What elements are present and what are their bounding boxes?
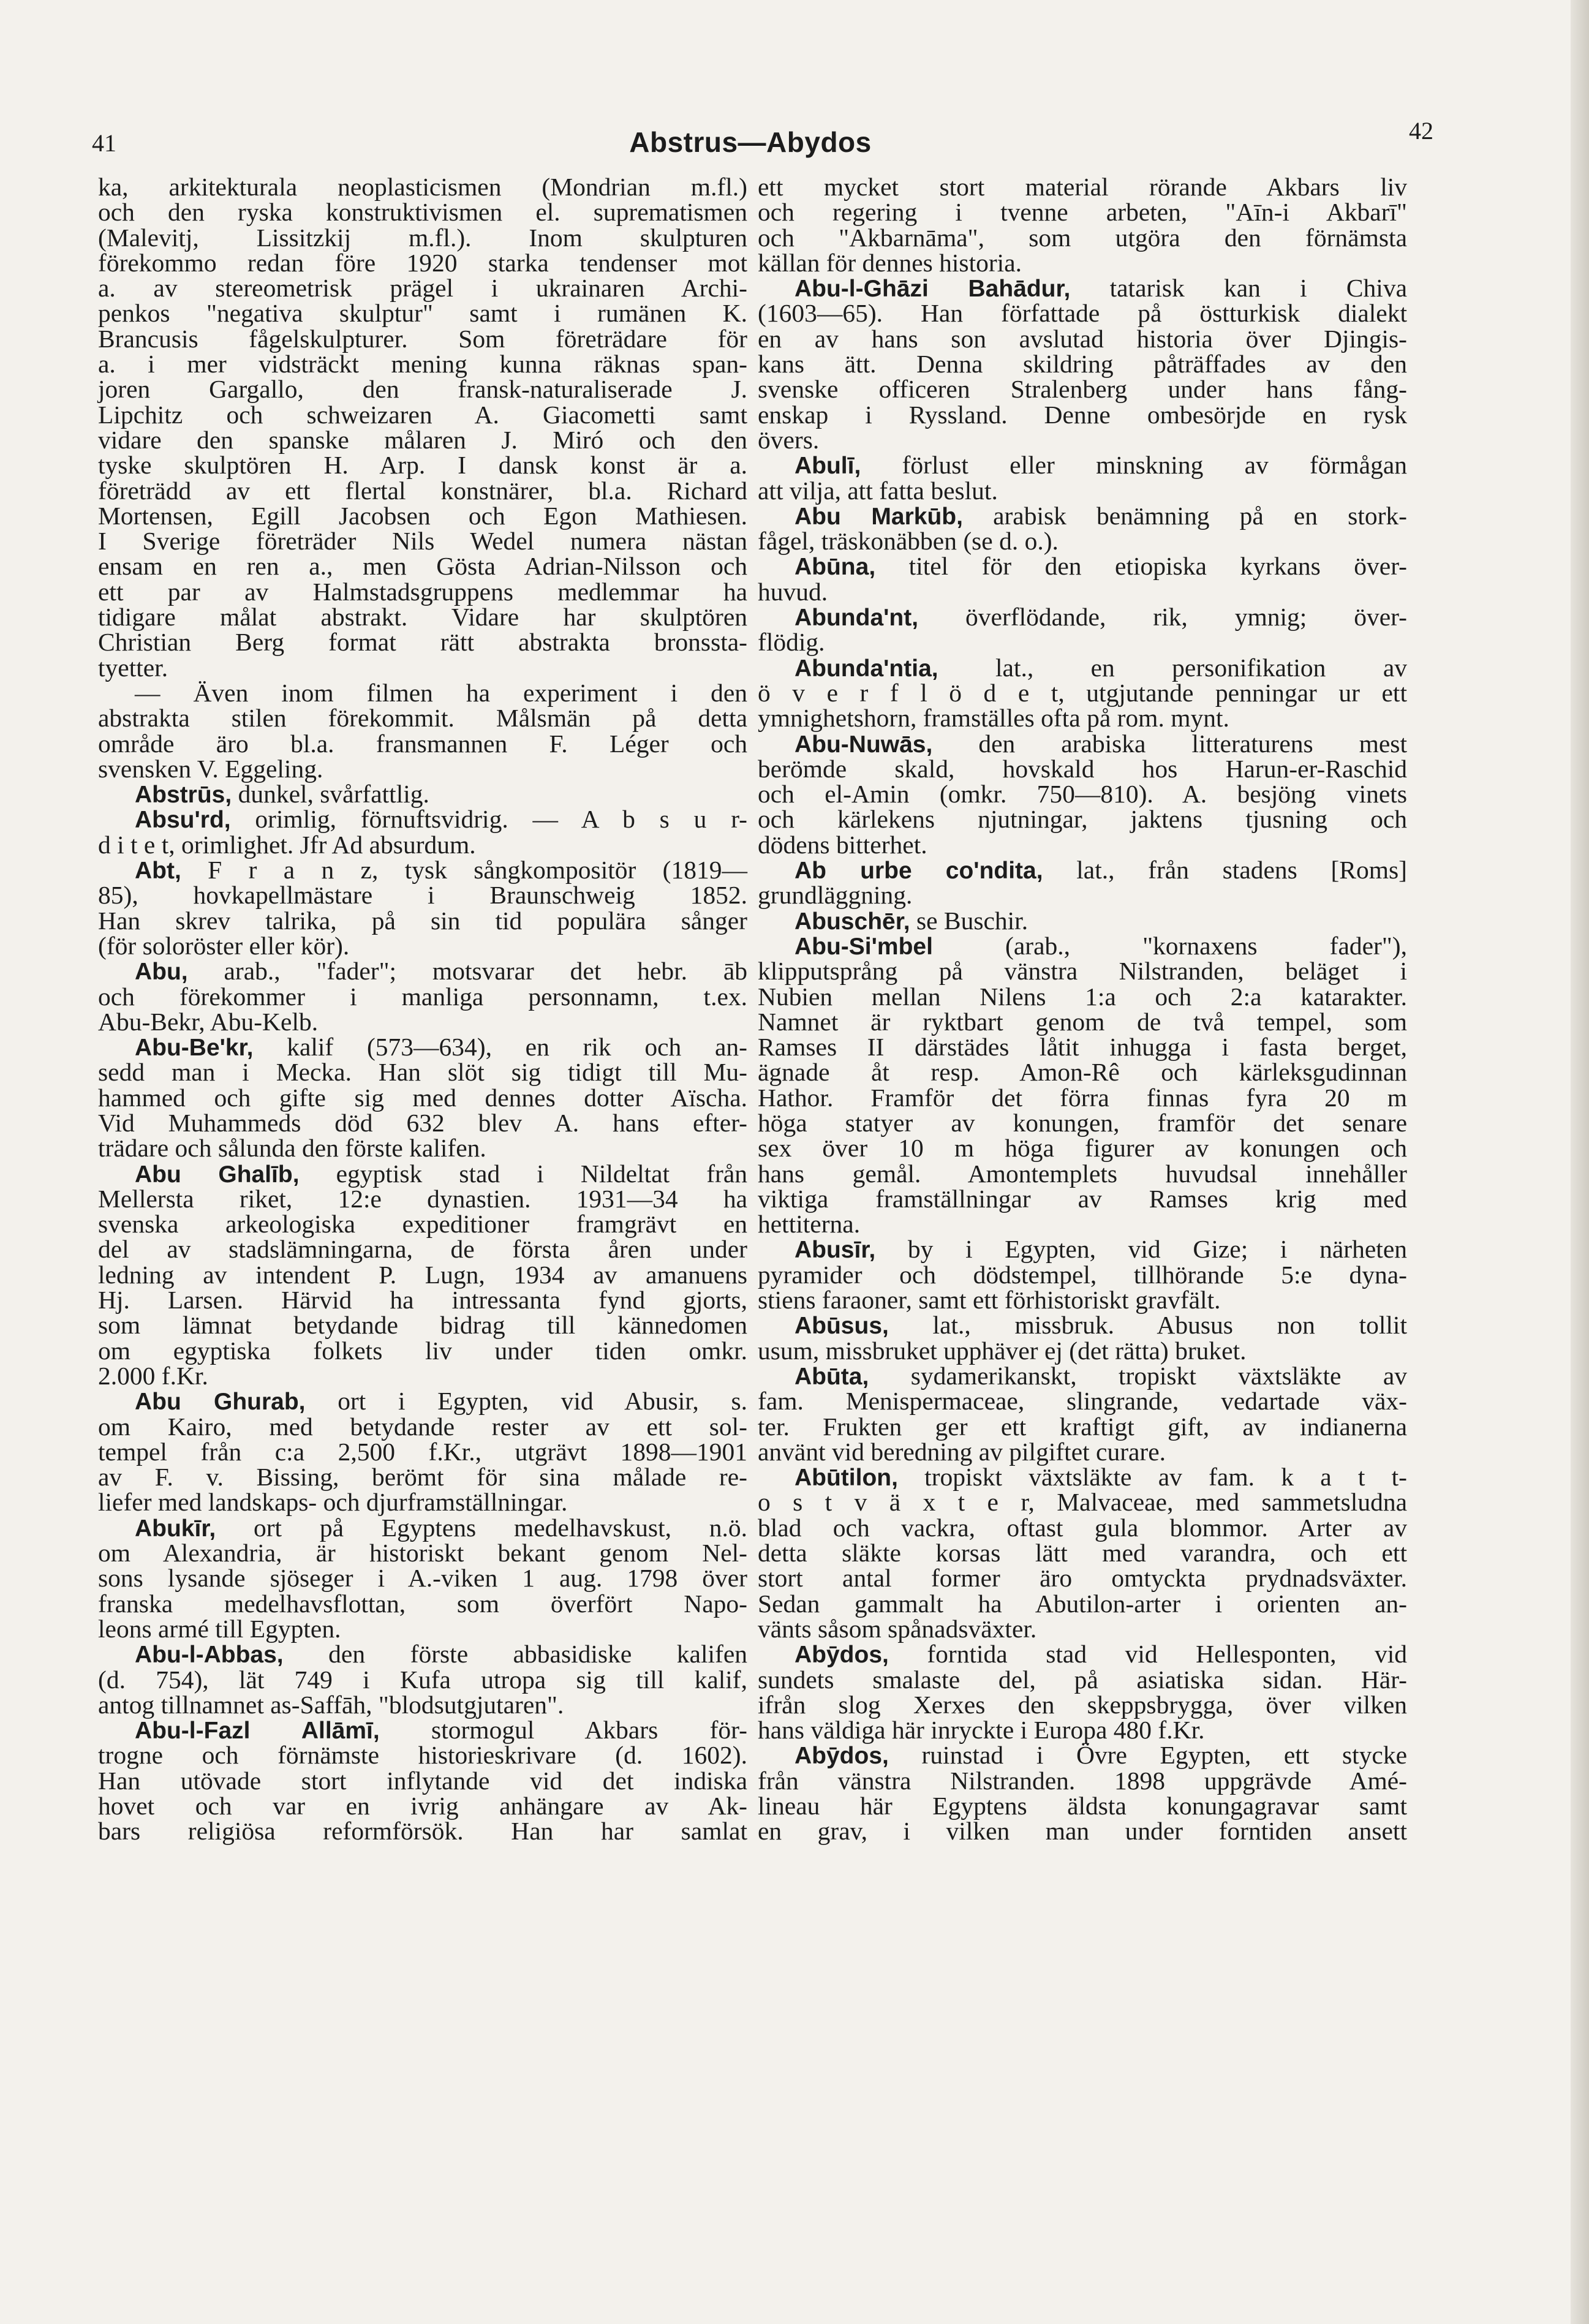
text-line bbox=[758, 756, 1407, 782]
text-line bbox=[98, 1768, 747, 1794]
line-text: del av stadslämningarna, de första åren under bbox=[98, 1235, 747, 1264]
text-line bbox=[98, 1515, 747, 1541]
text-line bbox=[758, 1161, 1407, 1187]
text-line bbox=[98, 425, 747, 454]
text-line bbox=[758, 858, 1407, 883]
text-line bbox=[758, 630, 1407, 655]
text-line bbox=[758, 1768, 1407, 1794]
line-text: stiens faraoner, samt ett förhistoriskt gravfält. bbox=[758, 1286, 1221, 1315]
line-text: berömde skald, hovskald hos Harun-er-Raschid bbox=[758, 754, 1407, 783]
text-line bbox=[98, 1591, 747, 1617]
text-line bbox=[758, 984, 1407, 1009]
line-text: Mortensen, Egill Jacobsen och Egon Mathiesen. bbox=[98, 501, 747, 530]
line-text: svenska arkeologiska expeditioner framgrävt en bbox=[98, 1210, 747, 1239]
entry-headword: Abu-l-Ghāzi Bahādur, bbox=[795, 276, 1071, 303]
text-line bbox=[98, 1338, 747, 1364]
text-line bbox=[758, 1667, 1407, 1692]
line-text: lat., från stadens [Roms] bbox=[1043, 856, 1407, 885]
text-line bbox=[98, 984, 747, 1009]
line-text: Han utövade stort inflytande vid det indiska bbox=[98, 1766, 747, 1795]
line-text: orimlig, förnuftsvidrig. — A b s u r- bbox=[230, 805, 747, 834]
line-text: lat., en personifikation av bbox=[938, 653, 1407, 682]
line-text: arab., "fader"; motsvarar det hebr. āb bbox=[187, 957, 747, 986]
line-text: huvud. bbox=[758, 577, 828, 606]
line-text: ifrån slog Xerxes den skeppsbrygga, över vilken bbox=[758, 1690, 1407, 1719]
line-text: ledning av intendent P. Lugn, 1934 av amanuens bbox=[98, 1260, 747, 1289]
line-text: bars religiösa reformförsök. Han har samlat bbox=[98, 1817, 747, 1846]
line-text: a. i mer vidsträckt mening kunna räknas span- bbox=[98, 350, 747, 379]
text-line bbox=[98, 832, 747, 858]
text-line bbox=[98, 1667, 747, 1692]
line-text: Christian Berg format rätt abstrakta bronssta- bbox=[98, 628, 747, 657]
line-text: tatarisk kan i Chiva bbox=[1070, 274, 1408, 303]
entry-headword: Abu Ghalīb, bbox=[135, 1161, 300, 1188]
text-line bbox=[98, 1614, 747, 1643]
entry-headword: Abu-Si'mbel bbox=[795, 933, 933, 960]
text-line bbox=[758, 1642, 1407, 1667]
text-line bbox=[98, 756, 747, 782]
text-line bbox=[758, 175, 1407, 200]
text-line bbox=[758, 731, 1407, 756]
text-line bbox=[98, 1212, 747, 1237]
text-line bbox=[758, 1692, 1407, 1718]
line-text: ymnighetshorn, framställes ofta på rom. mynt. bbox=[758, 704, 1229, 733]
page-edge-shadow bbox=[1571, 0, 1589, 2324]
line-text: ensam en ren a., men Gösta Adrian-Nilsson och bbox=[98, 552, 747, 581]
line-text: Sedan gammalt ha Abutilon-arter i orienten an- bbox=[758, 1589, 1407, 1618]
line-text: titel för den etiopiska kyrkans över- bbox=[875, 552, 1407, 581]
line-text: se Buschir. bbox=[910, 906, 1029, 935]
text-line bbox=[98, 1009, 747, 1035]
entry-headword: Abūsus, bbox=[795, 1313, 889, 1340]
line-text: och kärlekens njutningar, jaktens tjusning och bbox=[758, 805, 1407, 834]
text-line bbox=[758, 1108, 1407, 1137]
line-text: sex över 10 m höga figurer av konungen och bbox=[758, 1134, 1407, 1163]
text-line bbox=[758, 1614, 1407, 1643]
text-line bbox=[98, 501, 747, 530]
text-line bbox=[758, 1566, 1407, 1591]
text-line bbox=[758, 501, 1407, 530]
line-text: trädare och sålunda den förste kalifen. bbox=[98, 1134, 486, 1163]
line-text: Brancusis fågelskulpturer. Som företrädare för bbox=[98, 324, 747, 353]
line-text: vänts såsom spånadsväxter. bbox=[758, 1614, 1037, 1643]
text-line bbox=[758, 1313, 1407, 1338]
line-text: a. av stereometrisk prägel i ukrainaren Archi- bbox=[98, 274, 747, 303]
text-line bbox=[758, 554, 1407, 579]
text-line bbox=[758, 1237, 1407, 1262]
text-line bbox=[758, 529, 1407, 554]
page-number-left: 41 bbox=[92, 129, 116, 157]
line-text: (arab., "kornaxens fader"), bbox=[932, 931, 1407, 960]
text-line bbox=[98, 1161, 747, 1187]
entry-headword: Abt, bbox=[135, 858, 181, 885]
line-text: forntida stad vid Hellesponten, vid bbox=[888, 1640, 1407, 1669]
entry-headword: Abuschēr, bbox=[795, 908, 910, 935]
line-text: flödig. bbox=[758, 628, 825, 657]
text-line bbox=[98, 478, 747, 504]
text-line bbox=[98, 1313, 747, 1338]
text-line bbox=[758, 1262, 1407, 1288]
text-line bbox=[758, 1035, 1407, 1060]
text-line bbox=[98, 1642, 747, 1667]
line-text: källan för dennes historia. bbox=[758, 248, 1022, 277]
text-line bbox=[98, 1566, 747, 1591]
line-text: och regering i tvenne arbeten, "Aīn-i Akbarī" bbox=[758, 198, 1407, 227]
text-line bbox=[758, 782, 1407, 807]
line-text: företrädd av ett flertal konstnärer, bl.a. Richard bbox=[98, 476, 747, 505]
line-text: ett mycket stort material rörande Akbars liv bbox=[758, 173, 1407, 201]
line-text: ort i Egypten, vid Abusir, s. bbox=[305, 1387, 747, 1416]
line-text: hettiterna. bbox=[758, 1210, 861, 1239]
line-text: arabisk benämning på en stork- bbox=[962, 501, 1407, 530]
text-line bbox=[98, 1541, 747, 1566]
text-line bbox=[758, 706, 1407, 731]
text-line bbox=[98, 248, 747, 277]
line-text: detta släkte korsas lätt med varandra, och ett bbox=[758, 1539, 1407, 1568]
text-line bbox=[98, 883, 747, 908]
entry-headword: Abu Markūb, bbox=[795, 503, 963, 530]
text-line bbox=[758, 1465, 1407, 1490]
text-line bbox=[98, 655, 747, 681]
page-header bbox=[92, 116, 1433, 165]
page-number-right: 42 bbox=[1409, 117, 1433, 145]
text-line bbox=[98, 175, 747, 200]
line-text: penkos "negativa skulptur" samt i rumänen K. bbox=[98, 299, 747, 328]
text-line bbox=[758, 200, 1407, 225]
left-column bbox=[98, 175, 747, 1844]
line-text: usum, missbruket upphäver ej (det rätta) bruket. bbox=[758, 1336, 1247, 1365]
line-text: och den ryska konstruktivismen el. suprematismen bbox=[98, 198, 747, 227]
line-text: fågel, träskonäbben (se d. o.). bbox=[758, 527, 1059, 556]
text-line bbox=[98, 276, 747, 301]
line-text: joren Gargallo, den fransk-naturaliserade J. bbox=[98, 375, 747, 404]
text-line bbox=[758, 425, 1407, 454]
text-line bbox=[98, 807, 747, 832]
text-line bbox=[758, 402, 1407, 428]
line-text: svenske officeren Stralenberg under hans fång- bbox=[758, 375, 1407, 404]
line-text: Namnet är ryktbart genom de två tempel, som bbox=[758, 1007, 1407, 1036]
running-title: Abstrus—Abydos bbox=[629, 126, 872, 158]
line-text: använt vid beredning av pilgiftet curare. bbox=[758, 1437, 1166, 1466]
text-line bbox=[758, 478, 1407, 504]
line-text: från vänstra Nilstranden. 1898 uppgrävde Amé- bbox=[758, 1766, 1407, 1795]
text-line bbox=[758, 1136, 1407, 1161]
line-text: ett par av Halmstadsgruppens medlemmar ha bbox=[98, 577, 747, 606]
text-line bbox=[98, 1184, 747, 1213]
line-text: överflödande, rik, ymnig; över- bbox=[918, 603, 1407, 632]
text-line bbox=[758, 453, 1407, 478]
line-text: (1603—65). Han författade på östturkisk dialekt bbox=[758, 299, 1407, 328]
text-line bbox=[758, 1794, 1407, 1819]
text-line bbox=[98, 1692, 747, 1718]
line-text: lineau här Egyptens äldsta konungagravar samt bbox=[758, 1792, 1407, 1820]
text-line bbox=[98, 782, 747, 807]
line-text: antog tillnamnet as-Saffāh, "blodsutgjutaren". bbox=[98, 1690, 564, 1719]
line-text: trogne och förnämste historieskrivare (d. 1602). bbox=[98, 1741, 747, 1770]
line-text: I Sverige företräder Nils Wedel numera nästan bbox=[98, 527, 747, 556]
line-text: tyske skulptören H. Arp. I dansk konst är a. bbox=[98, 451, 747, 480]
entry-headword: Abulī, bbox=[795, 453, 861, 480]
entry-headword: Absu'rd, bbox=[135, 807, 231, 834]
line-text: den arabiska litteraturens mest bbox=[932, 729, 1407, 758]
text-line bbox=[98, 579, 747, 605]
text-line bbox=[98, 731, 747, 756]
line-text: hovet och var en ivrig anhängare av Ak- bbox=[98, 1792, 747, 1820]
text-line bbox=[758, 832, 1407, 858]
line-text: och el-Amin (omkr. 750—810). A. besjöng vinets bbox=[758, 780, 1407, 809]
line-text: den förste abbasidiske kalifen bbox=[283, 1640, 747, 1669]
line-text: sedd man i Mecka. Han slöt sig tidigt till Mu- bbox=[98, 1058, 747, 1087]
text-line bbox=[98, 352, 747, 377]
entry-headword: Abūta, bbox=[795, 1363, 869, 1390]
line-text: tyetter. bbox=[98, 653, 168, 682]
text-line bbox=[758, 1338, 1407, 1364]
line-text: Ramses II därstädes låtit inhugga i fasta berget, bbox=[758, 1033, 1407, 1062]
line-text: pyramider och dödstempel, tillhörande 5:e dyna- bbox=[758, 1260, 1407, 1289]
entry-headword: Abu, bbox=[135, 959, 188, 986]
text-line bbox=[758, 579, 1407, 605]
text-line bbox=[758, 959, 1407, 984]
line-text: by i Egypten, vid Gize; i närheten bbox=[875, 1235, 1407, 1264]
text-line bbox=[98, 225, 747, 251]
text-line bbox=[758, 1009, 1407, 1035]
line-text: ter. Frukten ger ett kraftigt gift, av indianerna bbox=[758, 1412, 1407, 1441]
text-line bbox=[758, 1591, 1407, 1617]
line-text: franska medelhavsflottan, som överfört Napo- bbox=[98, 1589, 747, 1618]
entry-headword: Abusīr, bbox=[795, 1237, 876, 1264]
line-text: kalif (573—634), en rik och an- bbox=[253, 1033, 747, 1062]
entry-headword: Abu-l-Fazl Allāmī, bbox=[135, 1718, 380, 1745]
text-line bbox=[98, 959, 747, 984]
line-text: och "Akbarnāma", som utgöra den förnämsta bbox=[758, 223, 1407, 252]
text-line bbox=[98, 678, 747, 707]
line-text: om Alexandria, är historiskt bekant genom Nel- bbox=[98, 1539, 747, 1568]
line-text: Mellersta riket, 12:e dynastien. 1931—34 ha bbox=[98, 1184, 747, 1213]
text-line bbox=[98, 1794, 747, 1819]
text-line bbox=[98, 1414, 747, 1439]
line-text: Lipchitz och schweizaren A. Giacometti samt bbox=[98, 400, 747, 429]
text-line bbox=[98, 1136, 747, 1161]
entry-headword: Abstrūs, bbox=[135, 782, 232, 809]
line-text: stormogul Akbars för- bbox=[379, 1716, 747, 1745]
line-text: om egyptiska folkets liv under tiden omkr. bbox=[98, 1336, 747, 1365]
text-line bbox=[98, 529, 747, 554]
line-text: en grav, i vilken man under forntiden ansett bbox=[758, 1817, 1407, 1846]
line-text: sundets smalaste del, på asiatiska sidan. Här- bbox=[758, 1665, 1407, 1694]
line-text: och förekommer i manliga personnamn, t.ex. bbox=[98, 982, 747, 1011]
text-line bbox=[98, 908, 747, 934]
line-text: 85), hovkapellmästare i Braunschweig 1852. bbox=[98, 881, 747, 910]
entry-headword: Abu-Nuwās, bbox=[795, 731, 933, 758]
text-line bbox=[98, 200, 747, 225]
line-text: Vid Muhammeds död 632 blev A. hans efter- bbox=[98, 1108, 747, 1137]
line-text: tidigare målat abstrakt. Vidare har skulptören bbox=[98, 603, 747, 632]
text-line bbox=[98, 1108, 747, 1137]
text-line bbox=[758, 1361, 1407, 1390]
line-text: förlust eller minskning av förmågan bbox=[861, 451, 1407, 480]
text-line bbox=[758, 1743, 1407, 1768]
line-text: Abu-Bekr, Abu-Kelb. bbox=[98, 1007, 319, 1036]
line-text: dunkel, svårfattlig. bbox=[232, 780, 429, 809]
text-line bbox=[98, 1439, 747, 1465]
text-line bbox=[758, 248, 1407, 277]
text-line bbox=[98, 1060, 747, 1085]
line-text: sons lysande sjöseger i A.-viken 1 aug. 1798 över bbox=[98, 1564, 747, 1593]
line-text: viktiga framställningar av Ramses krig med bbox=[758, 1184, 1407, 1213]
line-text: enskap i Ryssland. Denne ombesörjde en rysk bbox=[758, 400, 1407, 429]
text-line bbox=[758, 908, 1407, 934]
text-line bbox=[98, 453, 747, 478]
text-line bbox=[758, 1288, 1407, 1313]
line-text: egyptisk stad i Nildeltat från bbox=[299, 1159, 748, 1188]
text-line bbox=[98, 630, 747, 655]
line-text: 2.000 f.Kr. bbox=[98, 1361, 208, 1390]
line-text: Hj. Larsen. Härvid ha intressanta fynd gjorts, bbox=[98, 1286, 747, 1315]
entry-headword: Abu-l-Abbas, bbox=[135, 1642, 284, 1669]
text-line bbox=[98, 326, 747, 352]
text-line bbox=[98, 377, 747, 402]
text-line bbox=[98, 1389, 747, 1414]
entry-headword: Abūna, bbox=[795, 554, 876, 581]
line-text: lat., missbruk. Abusus non tollit bbox=[888, 1311, 1407, 1340]
text-line bbox=[758, 1389, 1407, 1414]
line-text: en av hans son avslutad historia över Djingis- bbox=[758, 324, 1407, 353]
line-text: om Kairo, med betydande rester av ett sol- bbox=[98, 1412, 747, 1441]
line-text: Han skrev talrika, på sin tid populära sånger bbox=[98, 906, 747, 935]
line-text: liefer med landskaps- och djurframställningar. bbox=[98, 1488, 568, 1517]
line-text: (för soloröster eller kör). bbox=[98, 931, 350, 960]
text-line bbox=[98, 1237, 747, 1262]
line-text: d i t e t, orimlighet. Jfr Ad absurdum. bbox=[98, 830, 476, 859]
line-text: tropiskt växtsläkte av fam. k a t t- bbox=[897, 1463, 1407, 1492]
line-text: fam. Menispermaceae, slingrande, vedartade väx- bbox=[758, 1387, 1407, 1416]
text-line bbox=[758, 1490, 1407, 1515]
line-text: ruinstad i Övre Egypten, ett stycke bbox=[888, 1741, 1407, 1770]
line-text: o s t v ä x t e r, Malvaceae, med sammetsludna bbox=[758, 1488, 1407, 1517]
text-line bbox=[98, 1262, 747, 1288]
line-text: sydamerikanskt, tropiskt växtsläkte av bbox=[869, 1361, 1407, 1390]
line-text: av F. v. Bissing, berömt för sina målade re- bbox=[98, 1463, 747, 1492]
entry-headword: Abu-Be'kr, bbox=[135, 1035, 254, 1062]
text-line bbox=[758, 1184, 1407, 1213]
text-line bbox=[98, 1819, 747, 1844]
text-line bbox=[98, 931, 747, 960]
text-line bbox=[758, 883, 1407, 908]
text-line bbox=[98, 1035, 747, 1060]
entry-headword: Abu Ghurab, bbox=[135, 1389, 306, 1416]
text-line bbox=[758, 807, 1407, 832]
entry-headword: Abunda'ntia, bbox=[795, 655, 938, 682]
text-line bbox=[98, 301, 747, 326]
line-text: ka, arkitekturala neoplasticismen (Mondrian m.fl.) bbox=[98, 173, 747, 201]
text-line bbox=[758, 225, 1407, 251]
text-line bbox=[98, 605, 747, 630]
line-text: blad och vackra, oftast gula blommor. Arter av bbox=[758, 1513, 1407, 1542]
line-text: höga statyer av konungen, framför det senare bbox=[758, 1108, 1407, 1137]
text-line bbox=[98, 706, 747, 731]
line-text: (Malevitj, Lissitzkij m.fl.). Inom skulpturen bbox=[98, 223, 747, 252]
text-line bbox=[758, 352, 1407, 377]
line-text: leons armé till Egypten. bbox=[98, 1614, 341, 1643]
text-line bbox=[758, 1541, 1407, 1566]
text-line bbox=[758, 1414, 1407, 1439]
line-text: F r a n z, tysk sångkompositör (1819— bbox=[181, 856, 747, 885]
line-text: som lämnat betydande bidrag till kännedomen bbox=[98, 1311, 747, 1340]
text-line bbox=[98, 1288, 747, 1313]
text-line bbox=[758, 605, 1407, 630]
entry-headword: Abȳdos, bbox=[795, 1642, 889, 1669]
line-text: abstrakta stilen förekommit. Målsmän på detta bbox=[98, 704, 747, 733]
line-text: ägnade åt resp. Amon-Rê och kärleksgudinnan bbox=[758, 1058, 1407, 1087]
text-line bbox=[98, 554, 747, 579]
line-text: hans gemål. Amontemplets huvudsal innehåller bbox=[758, 1159, 1407, 1188]
line-text: grundläggning. bbox=[758, 881, 913, 910]
text-line bbox=[98, 1085, 747, 1111]
text-line bbox=[758, 931, 1407, 960]
text-line bbox=[758, 276, 1407, 301]
entry-headword: Abunda'nt, bbox=[795, 605, 919, 632]
text-line bbox=[758, 1085, 1407, 1111]
text-line bbox=[758, 301, 1407, 326]
entry-headword: Abukīr, bbox=[135, 1515, 216, 1542]
line-text: svensken V. Eggeling. bbox=[98, 754, 323, 783]
line-text: hans väldiga här inryckte i Europa 480 f.Kr. bbox=[758, 1716, 1205, 1745]
line-text: hammed och gifte sig med dennes dotter Aïscha. bbox=[98, 1083, 747, 1112]
text-line bbox=[98, 402, 747, 428]
text-line bbox=[98, 1490, 747, 1515]
line-text: dödens bitterhet. bbox=[758, 830, 927, 859]
text-line bbox=[758, 1718, 1407, 1743]
line-text: vidare den spanske målaren J. Miró och den bbox=[98, 425, 747, 454]
text-line bbox=[98, 1465, 747, 1490]
text-line bbox=[98, 858, 747, 883]
line-text: tempel från c:a 2,500 f.Kr., utgrävt 1898—1901 bbox=[98, 1437, 747, 1466]
text-line bbox=[758, 1439, 1407, 1465]
text-line bbox=[98, 1718, 747, 1743]
text-line bbox=[98, 1361, 747, 1390]
text-line bbox=[758, 1212, 1407, 1237]
line-text: övers. bbox=[758, 425, 820, 454]
text-line bbox=[758, 655, 1407, 681]
line-text: förekommo redan före 1920 starka tendenser mot bbox=[98, 248, 747, 277]
text-line bbox=[758, 678, 1407, 707]
line-text: ort på Egyptens medelhavskust, n.ö. bbox=[216, 1513, 747, 1542]
text-line bbox=[98, 1743, 747, 1768]
line-text: (d. 754), lät 749 i Kufa utropa sig till kalif, bbox=[98, 1665, 747, 1694]
line-text: kans ätt. Denna skildring påträffades av den bbox=[758, 350, 1407, 379]
line-text: område äro bl.a. fransmannen F. Léger och bbox=[98, 729, 747, 758]
text-line bbox=[758, 377, 1407, 402]
line-text: Hathor. Framför det förra finnas fyra 20 m bbox=[758, 1083, 1407, 1112]
line-text: ö v e r f l ö d e t, utgjutande penningar ur ett bbox=[758, 678, 1407, 707]
line-text: klipputsprång på vänstra Nilstranden, beläget i bbox=[758, 957, 1407, 986]
line-text: Nubien mellan Nilens 1:a och 2:a katarakter. bbox=[758, 982, 1407, 1011]
entry-headword: Abūtilon, bbox=[795, 1465, 898, 1492]
entry-headword: Abȳdos, bbox=[795, 1743, 889, 1770]
line-text: stort antal former äro omtyckta prydnadsväxter. bbox=[758, 1564, 1407, 1593]
line-text: — Även inom filmen ha experiment i den bbox=[135, 678, 747, 707]
line-text: att vilja, att fatta beslut. bbox=[758, 476, 998, 505]
text-line bbox=[758, 326, 1407, 352]
text-line bbox=[758, 1819, 1407, 1844]
right-column bbox=[758, 175, 1407, 1844]
text-line bbox=[758, 1060, 1407, 1085]
text-line bbox=[758, 1515, 1407, 1541]
entry-headword: Ab urbe co'ndita, bbox=[795, 858, 1043, 885]
